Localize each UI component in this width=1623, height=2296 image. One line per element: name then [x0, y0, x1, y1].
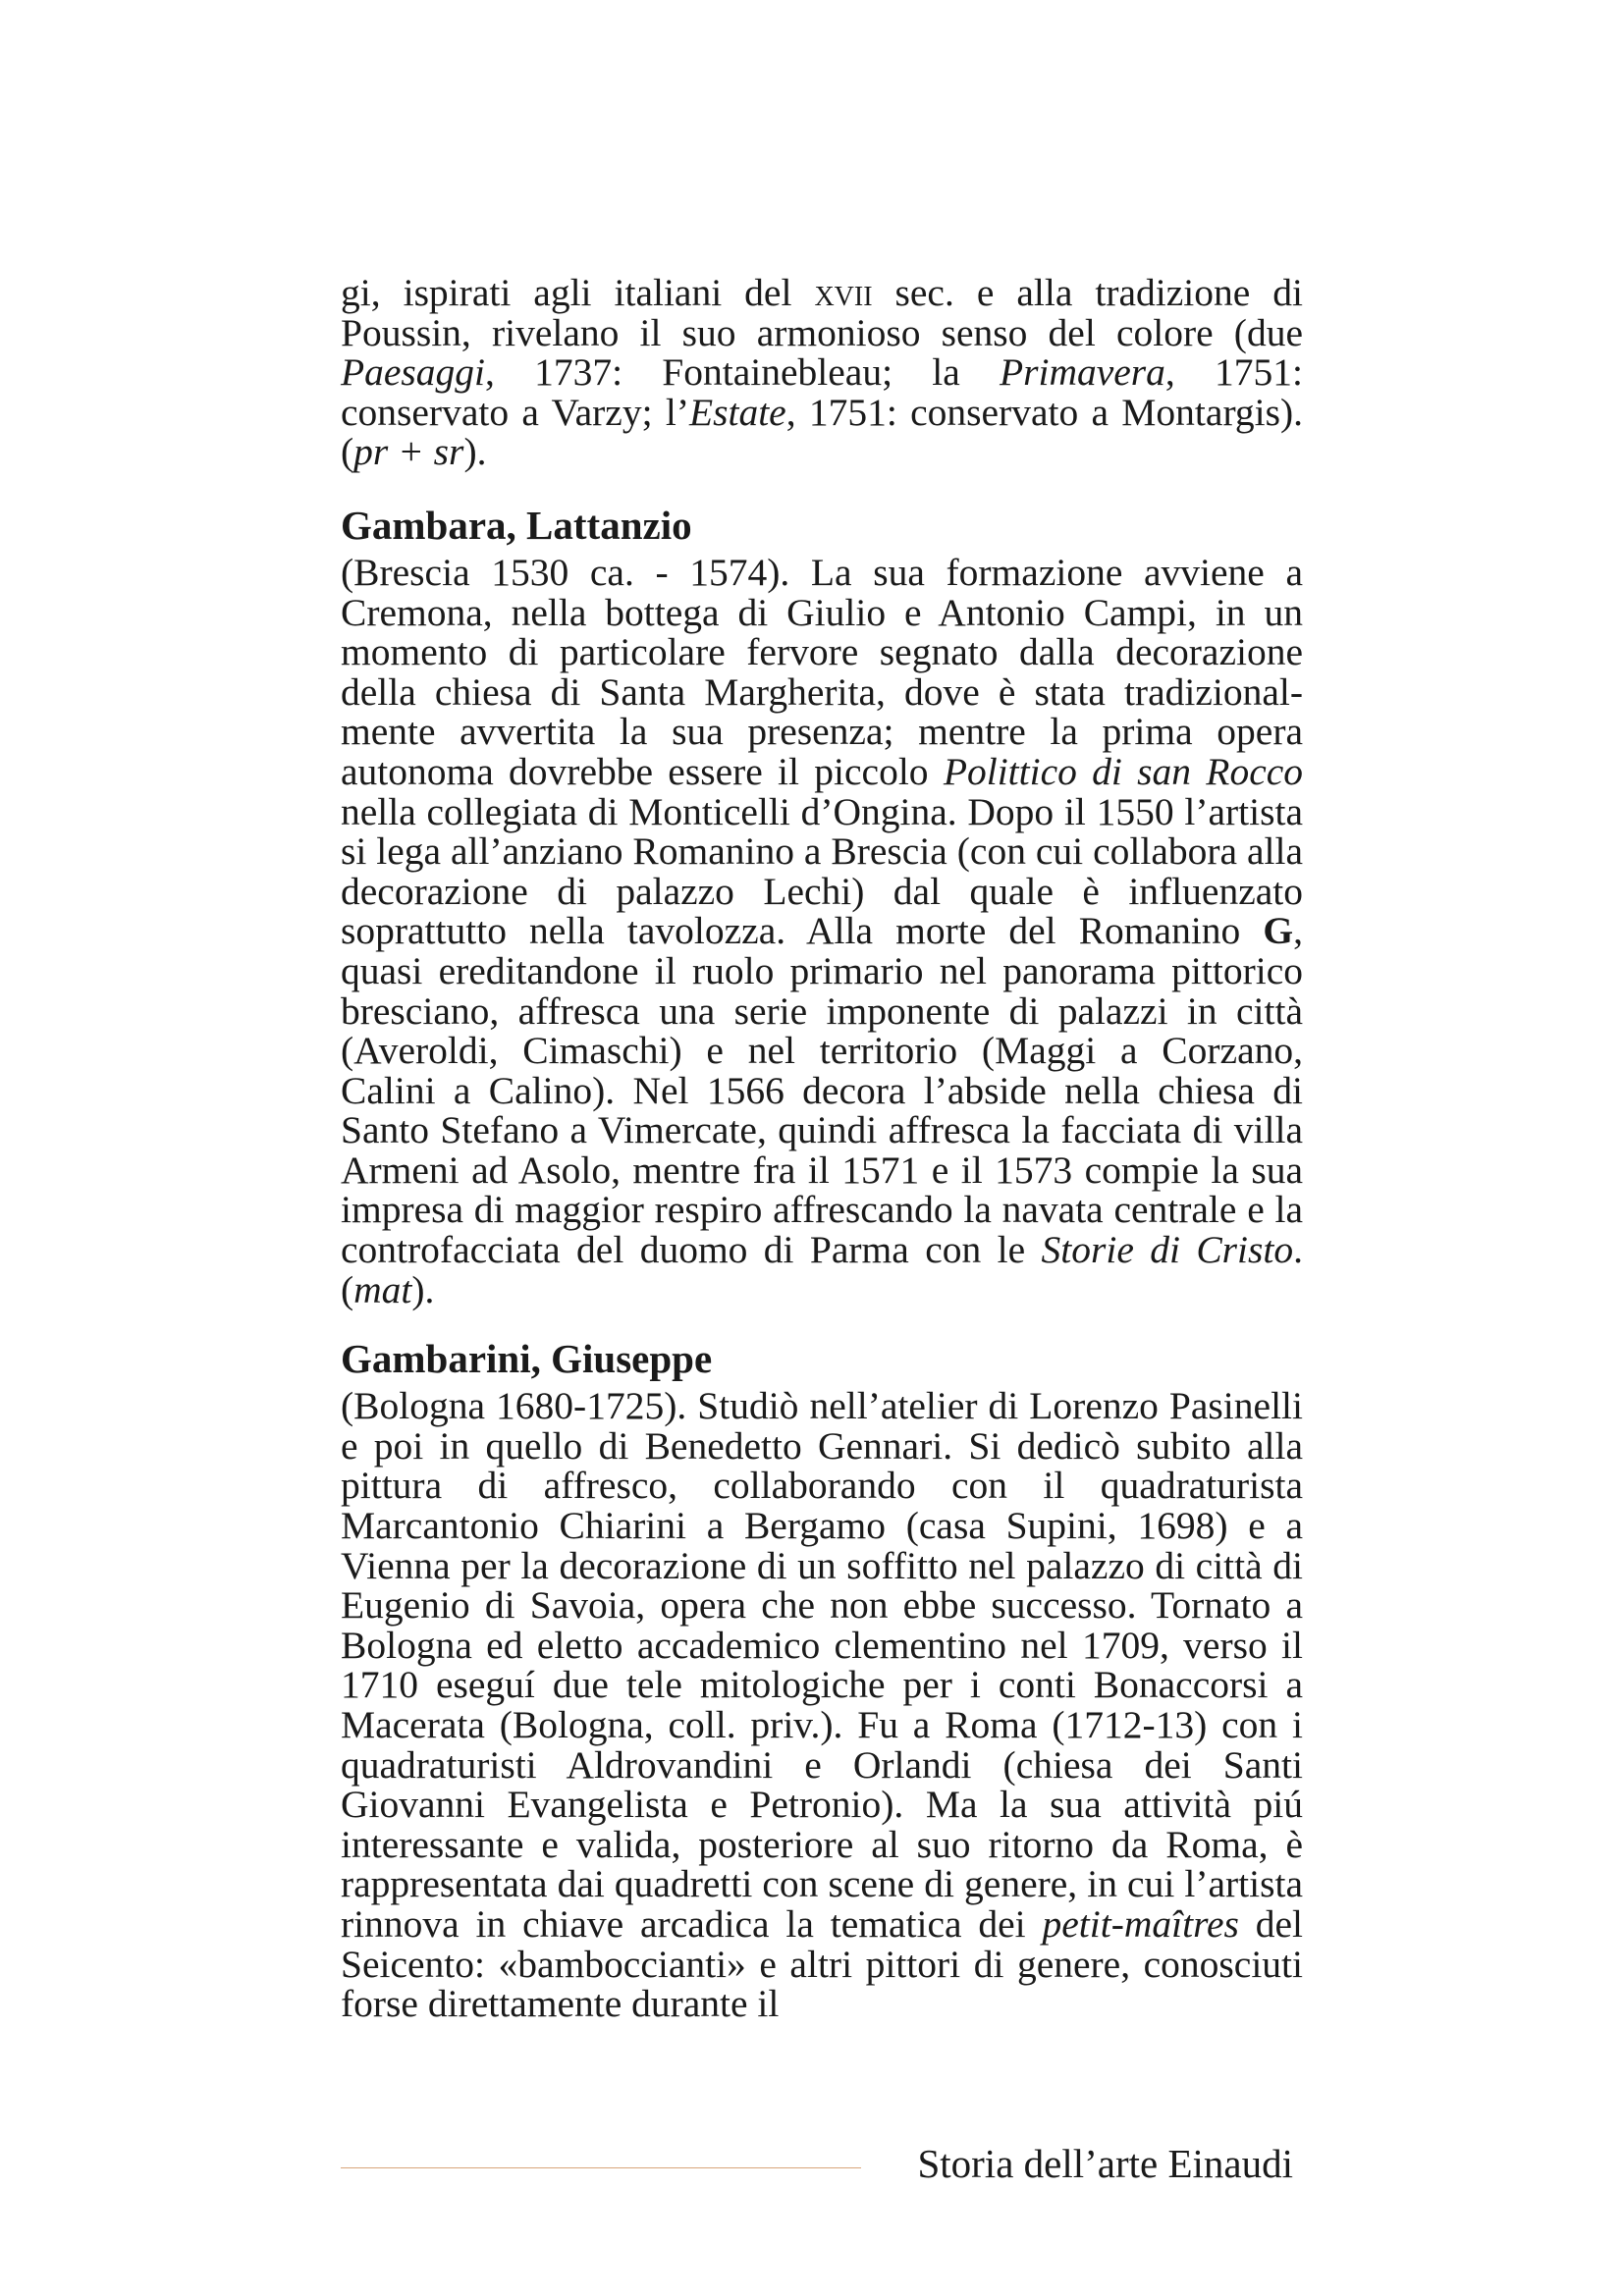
artwork-title: petit-maîtres: [1042, 1901, 1239, 1946]
text-run: ).: [411, 1267, 435, 1311]
text-run: nella collegiata di Monticelli d’Ongina. Dopo il 1550 l’artista si lega all’anziano Romanino a Brescia (con cui collabora alla decorazione di palazzo Lechi) dal quale è influenzato soprattutto nella tavolozza. Alla morte del Romanino: [341, 789, 1303, 953]
artwork-title: Primavera: [999, 350, 1165, 395]
page-footer: [341, 2138, 1303, 2193]
footer-title: Storia dell’arte Einaudi: [917, 2141, 1293, 2186]
text-run: ).: [463, 430, 487, 474]
entry-heading: Gambarini, Giuseppe: [341, 1336, 713, 1382]
author-initials: pr + sr: [353, 430, 464, 474]
page-body: [341, 273, 1303, 2050]
footer-rule: [341, 2167, 861, 2168]
entry-gambarini: [341, 1335, 1303, 2024]
entry-gambara: [341, 502, 1303, 1309]
entry-heading: Gambara, Lattanzio: [341, 502, 692, 548]
text-run: , 1737: Fontainebleau; la: [485, 350, 1000, 395]
century-numeral: xvii: [814, 271, 873, 314]
artwork-title: Paesaggi: [341, 350, 486, 395]
text-run: (Brescia 1530 ca. - 1574). La sua formazione avviene a Cremona, nella bottega di Giulio e Antonio Campi, in un momento di particolare fervore segnato dalla decorazione della chiesa di Santa Margherita, dove è stata tradizionalmente avvertita la sua presenza; mentre la prima opera autonoma dovrebbe essere il piccolo: [341, 550, 1303, 793]
subject-initial: G: [1263, 909, 1294, 953]
text-run: del Seicento: «bamboccianti» e altri pittori di genere, conosciuti forse direttamente durante il: [341, 1901, 1303, 2026]
artwork-title: Estate: [688, 390, 786, 434]
text-run: gi, ispirati agli italiani del: [341, 271, 815, 314]
entry-text: [341, 1386, 1303, 2024]
artwork-title: Storie di Cristo: [1041, 1228, 1294, 1272]
artwork-title: Polittico di san Rocco: [943, 749, 1304, 793]
text-run: , 1751: conservato a Varzy; l’: [341, 350, 1303, 434]
continuation-paragraph: [341, 273, 1303, 472]
text-run: (Bologna 1680-1725). Studiò nell’atelier di Lorenzo Pasinelli e poi in quello di Benedetto Gennari. Si dedicò subito alla pittura di affresco, collaborando con il quadraturista Marcantonio Chiarini a Bergamo (casa Supini, 1698) e a Vienna per la decorazione di un soffitto nel palazzo di città di Eugenio di Savoia, opera che non ebbe successo. Tornato a Bologna ed eletto accademico clementino nel 1709, verso il 1710 eseguí due tele mitologiche per i conti Bonaccorsi a Macerata (Bologna, coll. priv.). Fu a Roma (1712-13) con i quadraturisti Aldrovandini e Orlandi (chiesa dei Santi Giovanni Evangelista e Petronio). Ma la sua attività piú interessante e valida, posteriore al suo ritorno da Roma, è rappresentata dai quadretti con scene di genere, in cui l’artista rinnova in chiave arcadica la tematica dei: [341, 1384, 1303, 1946]
text-run: , quasi ereditandone il ruolo primario nel panorama pittorico bresciano, affresca una serie imponente di palazzi in città (Averoldi, Cimaschi) e nel territorio (Maggi a Corzano, Calini a Calino). Nel 1566 decora l’abside nella chiesa di Santo Stefano a Vimercate, quindi affresca la facciata di villa Armeni ad Asolo, mentre fra il 1571 e il 1573 compie la sua impresa di maggior respiro affrescando la navata centrale e la controfacciata del duomo di Parma con le: [341, 909, 1303, 1272]
entry-text: [341, 550, 1304, 1311]
text-run: , 1751: conservato a Montargis). (: [341, 390, 1304, 474]
author-initials: mat: [353, 1267, 412, 1311]
text-run: sec. e alla tradizione di Poussin, rivelano il suo armonioso senso del colore (due: [341, 271, 1303, 354]
text-run: . (: [341, 1228, 1304, 1311]
